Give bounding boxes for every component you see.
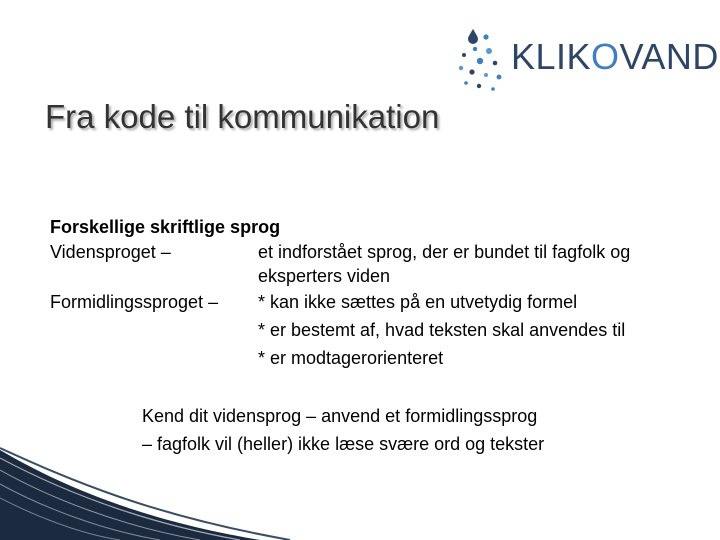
definition-line: et indforstået sprog, der er bundet til fagfolk og (258, 242, 631, 262)
klikovand-logo (455, 25, 719, 95)
bullet-line: * er bestemt af, hvad teksten skal anvendes til (258, 320, 626, 340)
term-formidlingssprog: Formidlingssproget – (50, 292, 219, 312)
term-vidensprog: Vidensproget – (50, 242, 171, 262)
section-heading: Forskellige skriftlige sprog (50, 217, 281, 237)
water-drops-icon (455, 25, 511, 95)
bullet-line: * kan ikke sættes på en utvetydig formel (258, 292, 578, 312)
conclusion-line: Kend dit vidensprog – anvend et formidlingssprog (142, 406, 538, 426)
logo-wordmark: KLIKOVAND (511, 36, 719, 77)
definition-line: eksperters viden (258, 266, 391, 286)
decorative-swoosh (0, 440, 300, 540)
slide-title: Fra kode til kommunikation (45, 98, 440, 135)
bullet-line: * er modtagerorienteret (258, 348, 444, 368)
conclusion-line: – fagfolk vil (heller) ikke læse svære ord og tekster (142, 434, 545, 454)
